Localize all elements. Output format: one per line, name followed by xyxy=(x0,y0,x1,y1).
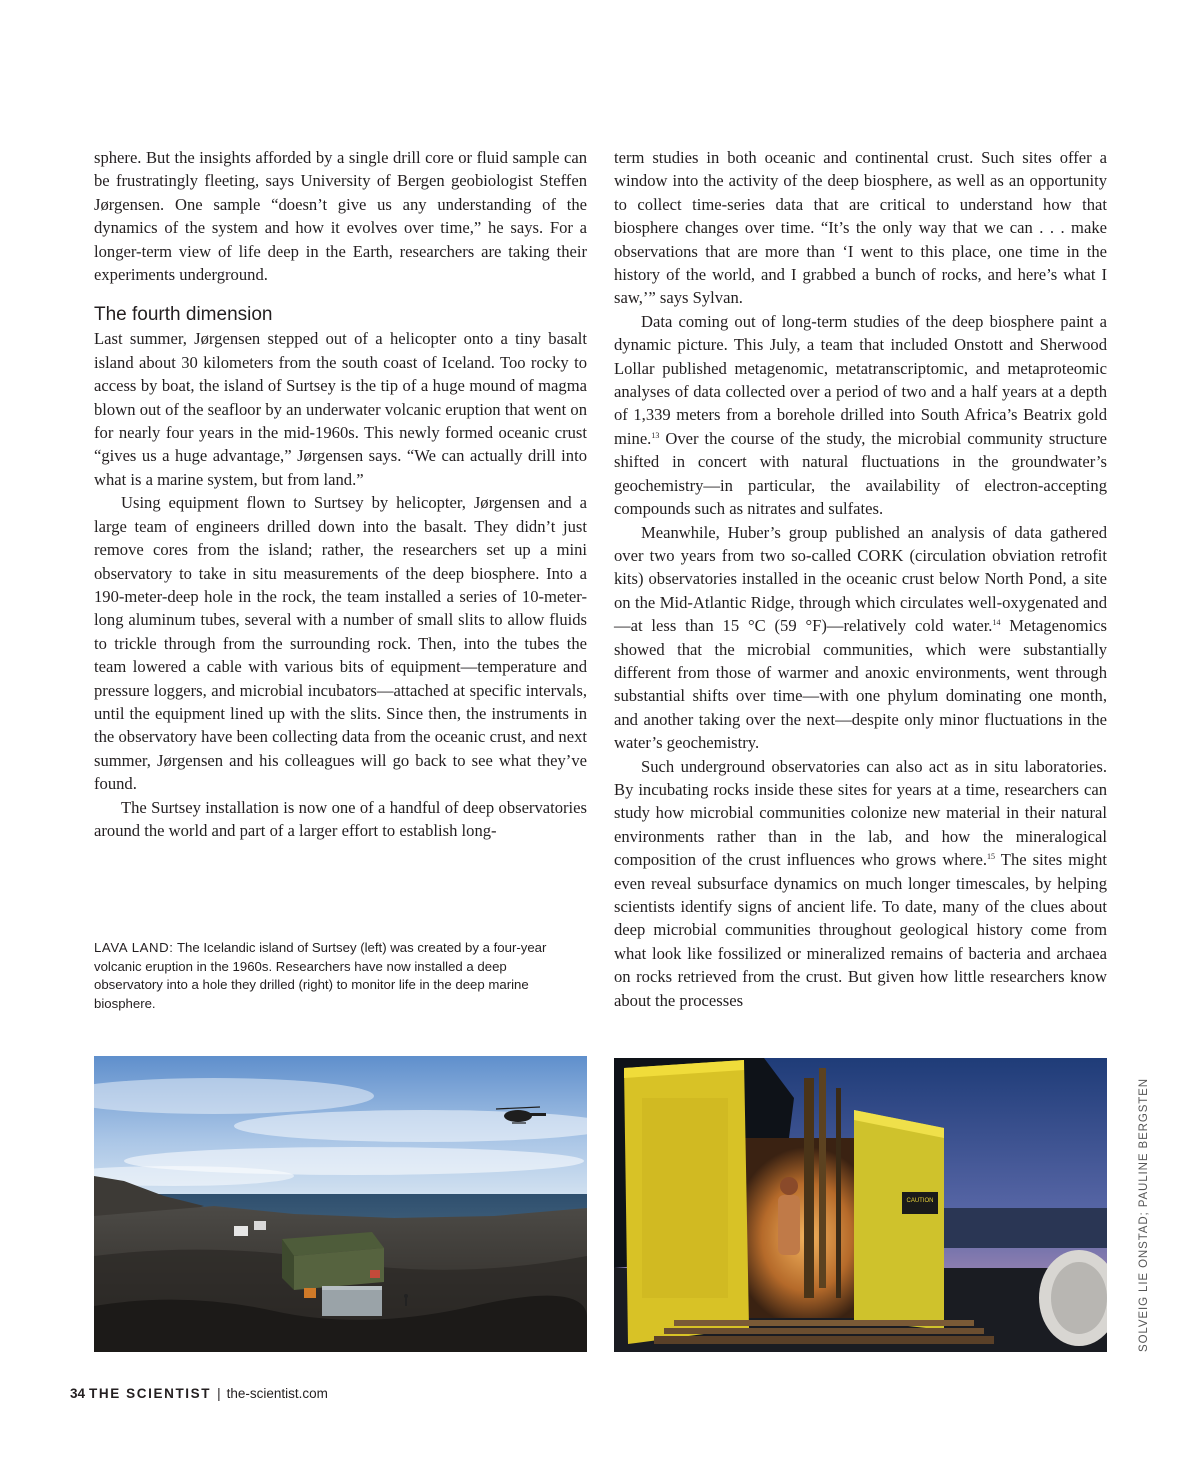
right-paragraph-1: term studies in both oceanic and continental crust. Such sites offer a window into the activity of the deep biosphere, as well as an opportunity to collect time-series data that are critical to understand how that biosphere changes over time. “It’s the only way that we can . . . make observations that are more than ‘I went to this place, one time in the history of the world, and I grabbed a bunch of rocks, and here’s what I saw,’” says Sylvan. xyxy=(614,148,1107,308)
caption-label: LAVA LAND: xyxy=(94,940,174,955)
field-hut xyxy=(282,1232,384,1290)
right-paragraph-3 xyxy=(614,521,1107,755)
right-paragraph-3-text-a: Meanwhile, Huber’s group published an analysis of data gathered over two years from two so-called CORK (circulation obviation retrofit kits) observatories installed in the oceanic crust below North Pond, a site on the Mid-Atlantic Ridge, through which circulates well-oxygenated and—at less than 15 °C (59 °F)—relatively cold water. xyxy=(614,522,1107,636)
left-paragraph-2: Last summer, Jørgensen stepped out of a helicopter onto a tiny basalt island about 30 kilometers from the south coast of Iceland. Too rocky to access by boat, the island of Surtsey is the tip of a huge mound of magma blown out of the seafloor by an underwater volcanic eruption that went on for nearly four years in the mid-1960s. This newly formed oceanic crust “gives us a huge advantage,” Jørgensen says. “We can actually drill into what is a marine system, but from land.” xyxy=(94,329,587,489)
drill-rig-illustration xyxy=(614,1058,1107,1352)
yellow-container-right xyxy=(854,1110,944,1330)
photo-credit: SOLVEIG LIE ONSTAD; PAULINE BERGSTEN xyxy=(1138,1078,1150,1352)
reference-15: 15 xyxy=(987,852,996,862)
magazine-name: THE SCIENTIST xyxy=(89,1386,212,1401)
page-number: 34 xyxy=(70,1386,86,1401)
right-paragraph-4-text-a: Such underground observatories can also act as in situ laboratories. By incubating rocks inside these sites for years at a time, researchers can study how microbial communities colonize new material in their natural environments rather than in the lab, and how the mineralogical composition of the crust influences who grows where. xyxy=(614,756,1107,870)
reference-13: 13 xyxy=(651,430,660,440)
right-paragraph-4-text-b: The sites might even reveal subsurface dynamics on much longer timescales, by helping scientists identify signs of ancient life. To date, many of the clues about deep microbial communities throughout geological history come from what look like fossilized or mineralized remains of bacteria and archaea on rocks retrieved from the crust. But given how little researchers know about the processes xyxy=(614,850,1107,1010)
drill-rig-photo xyxy=(614,1058,1107,1352)
photo-caption xyxy=(94,939,564,1013)
right-paragraph-2-text-b: Over the course of the study, the microbial community structure shifted in concert with natural fluctuations in the groundwater’s geochemistry—in particular, the availability of electron-accepting compounds such as nitrates and sulfates. xyxy=(614,428,1107,519)
right-paragraph-2-text-a: Data coming out of long-term studies of the deep biosphere paint a dynamic picture. This July, a team that included Onstott and Sherwood Lollar published metagenomic, metatranscriptomic, and metaproteomic analyses of data collected over a period of two and a half years at a depth of 1,339 meters from a borehole drilled into South Africa’s Beatrix gold mine. xyxy=(614,311,1107,448)
reference-14: 14 xyxy=(992,618,1001,628)
right-column xyxy=(614,146,1107,1012)
magazine-url[interactable]: the-scientist.com xyxy=(226,1386,328,1401)
surtsey-island-photo xyxy=(94,1056,587,1352)
page-footer xyxy=(70,1386,328,1401)
right-paragraph-4 xyxy=(614,755,1107,1012)
caption-text: The Icelandic island of Surtsey (left) was created by a four-year volcanic eruption in the 1960s. Researchers have now installed a deep observatory into a hole they drilled (right) to monitor life in the deep marine biosphere. xyxy=(94,940,547,1011)
left-paragraph-3: Using equipment flown to Surtsey by helicopter, Jørgensen and a large team of engineers drilled down into the basalt. They didn’t just remove cores from the island; rather, the researchers set up a mini observatory to take in situ measurements of the deep biosphere. Into a 190-meter-deep hole in the rock, the team installed a series of 10-meter-long aluminum tubes, several with a number of small slits to allow fluids to trickle through from the surrounding rock. Then, into the tubes the team lowered a cable with various bits of equipment—temperature and pressure loggers, and microbial incubators—attached at specific intervals, until the equipment lined up with the slits. Since then, the instruments in the observatory have been collecting data from the oceanic crust, and next summer, Jørgensen and his colleagues will go back to see what they’ve found. xyxy=(94,493,587,794)
right-paragraph-3-text-b: Metagenomics showed that the microbial communities, which were substantially different from those of warmer and anoxic environments, went through substantial shifts over time—with one phylum dominating one month, and another taking over the next—despite only minor fluctuations in the water’s geochemistry. xyxy=(614,616,1107,753)
left-paragraph-1: sphere. But the insights afforded by a single drill core or fluid sample can be frustratingly fleeting, says University of Bergen geobiologist Steffen Jørgensen. One sample “doesn’t give us any understanding of the dynamics of the system and how it evolves over time,” he says. For a longer-term view of life deep in the Earth, researchers are taking their experiments underground. xyxy=(94,148,587,285)
drill-pipes xyxy=(654,1320,994,1344)
yellow-container-left xyxy=(624,1060,749,1344)
left-column xyxy=(94,146,587,842)
left-paragraph-4: The Surtsey installation is now one of a handful of deep observatories around the world and part of a larger effort to establish long- xyxy=(94,797,587,840)
footer-separator: | xyxy=(217,1386,221,1401)
right-paragraph-2 xyxy=(614,310,1107,521)
section-heading: The fourth dimension xyxy=(94,304,273,326)
caution-sign: CAUTION xyxy=(906,1198,934,1204)
worker-silhouette xyxy=(778,1177,800,1255)
surtsey-island-illustration xyxy=(94,1056,587,1352)
